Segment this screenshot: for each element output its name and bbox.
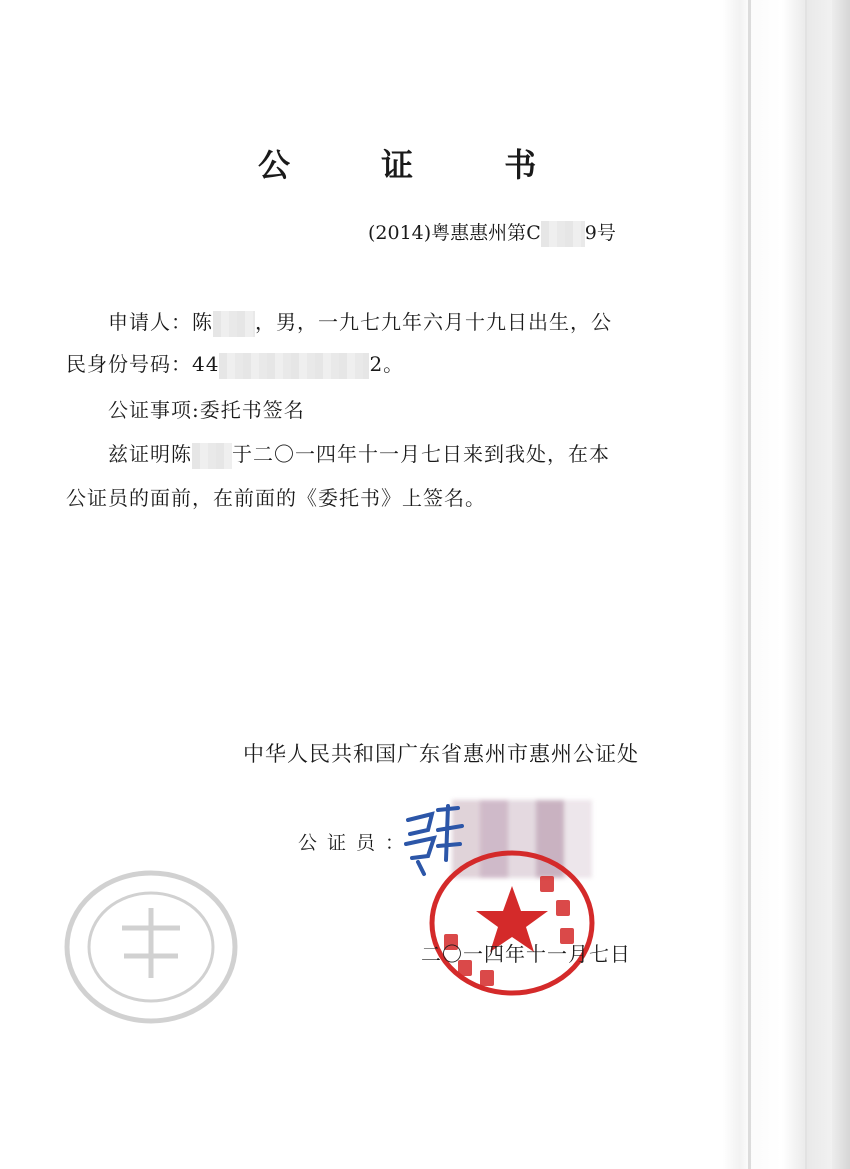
applicant-line-2: 民身份号码：44 2。	[66, 348, 404, 379]
document-number: (2014)粤惠惠州第C 9号	[368, 218, 616, 247]
redacted-name	[213, 311, 255, 337]
applicant-line-1: 申请人：陈 ，男，一九七九年六月十九日出生，公	[108, 306, 612, 337]
notary-office: 中华人民共和国广东省惠州市惠州公证处	[243, 742, 639, 766]
statement-line-2: 公证员的面前，在前面的《委托书》上签名。	[66, 486, 486, 510]
embossed-seal	[62, 868, 240, 1026]
redacted-number	[541, 221, 585, 247]
redacted-id-number	[219, 353, 369, 379]
scan-edge	[805, 0, 807, 1169]
redacted-name	[192, 443, 232, 469]
scan-edge	[748, 0, 751, 1169]
notarization-matter: 公证事项:委托书签名	[108, 398, 305, 422]
notary-label: 公证员：	[298, 832, 415, 854]
scan-edge	[832, 0, 850, 1169]
document-date: 二〇一四年十一月七日	[421, 942, 631, 966]
official-red-seal	[428, 848, 596, 998]
statement-line-1: 兹证明陈 于二〇一四年十一月七日来到我处，在本	[108, 438, 610, 469]
document-title: 公 证 书	[258, 146, 577, 184]
